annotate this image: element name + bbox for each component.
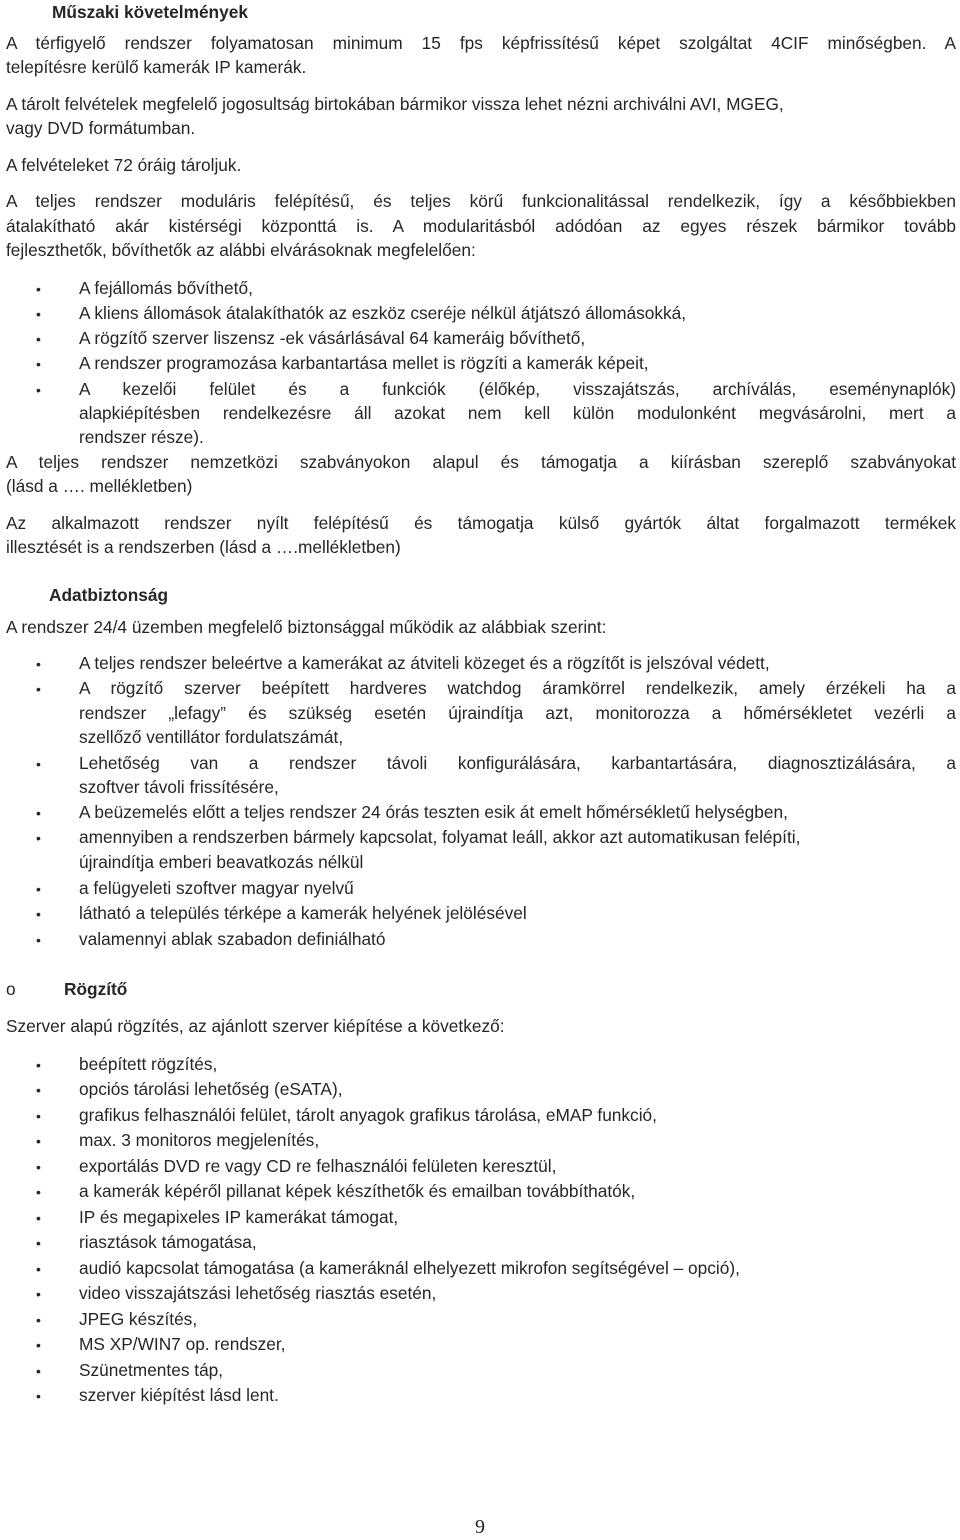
bullet-icon: •: [36, 1082, 41, 1098]
list-item-continuation: rendszer „lefagy” és szükség esetén újraindítja azt, monitorozza a hőmérsékletet vezérli a: [79, 703, 956, 723]
paragraph-line: A tárolt felvételek megfelelő jogosultság birtokában bármikor vissza lehet nézni archiválni AVI, MGEG,: [6, 94, 784, 114]
bullet-icon: •: [36, 681, 41, 697]
list-item: Lehetőség van a rendszer távoli konfigurálására, karbantartására, diagnosztizálására, a: [79, 753, 956, 773]
list-item-continuation: rendszer része).: [79, 427, 204, 447]
list-item: A beüzemelés előtt a teljes rendszer 24 órás teszten esik át emelt hőmérsékletű helységben,: [79, 802, 788, 822]
bullet-icon: •: [36, 1133, 41, 1149]
list-item: A rögzítő szerver beépített hardveres watchdog áramkörrel rendelkezik, amely érzékeli ha a: [79, 678, 956, 698]
paragraph-line: vagy DVD formátumban.: [6, 118, 196, 138]
list-item: látható a település térképe a kamerák helyének jelölésével: [79, 903, 527, 923]
list-item: amennyiben a rendszerben bármely kapcsolat, folyamat leáll, akkor azt automatikusan felépíti,: [79, 827, 801, 847]
list-item: A kliens állomások átalakíthatók az eszköz cseréje nélkül átjátszó állomásokká,: [79, 303, 687, 323]
bullet-icon: •: [36, 932, 41, 948]
paragraph-line: A teljes rendszer nemzetközi szabványokon alapul és támogatja a kiírásban szereplő szabványokat: [6, 452, 956, 472]
list-item: valamennyi ablak szabadon definiálható: [79, 929, 386, 949]
paragraph-line: átalakítható akár kistérségi központtá is. A modularitásból adódóan az egyes részek bármikor tovább: [6, 216, 956, 236]
bullet-icon: •: [36, 1108, 41, 1124]
paragraph-line: Az alkalmazott rendszer nyílt felépítésű és támogatja külső gyártók áltat forgalmazott termékek: [6, 513, 956, 533]
paragraph-line: Szerver alapú rögzítés, az ajánlott szerver kiépítése a következő:: [6, 1016, 505, 1036]
bullet-icon: •: [36, 1312, 41, 1328]
bullet-icon: •: [36, 1159, 41, 1175]
list-item: JPEG készítés,: [79, 1309, 198, 1329]
list-item: exportálás DVD re vagy CD re felhasználói felületen keresztül,: [79, 1156, 557, 1176]
bullet-icon: •: [36, 1261, 41, 1277]
bullet-icon: •: [36, 1235, 41, 1251]
paragraph-line: A térfigyelő rendszer folyamatosan minimum 15 fps képfrissítésű képet szolgáltat 4CIF minőségben. A: [6, 33, 956, 53]
list-item: IP és megapixeles IP kamerákat támogat,: [79, 1207, 399, 1227]
list-item: opciós tárolási lehetőség (eSATA),: [79, 1079, 343, 1099]
paragraph-line: A rendszer 24/4 üzemben megfelelő biztonsággal működik az alábbiak szerint:: [6, 617, 607, 637]
list-item: A rögzítő szerver liszensz -ek vásárlásával 64 kameráig bővíthető,: [79, 328, 586, 348]
circle-bullet-icon: o: [6, 979, 16, 999]
paragraph-line: fejleszthetők, bővíthetők az alábbi elvárásoknak megfelelően:: [6, 240, 476, 260]
list-item: max. 3 monitoros megjelenítés,: [79, 1130, 320, 1150]
list-item: grafikus felhasználói felület, tárolt anyagok grafikus tárolása, eMAP funkció,: [79, 1105, 657, 1125]
bullet-icon: •: [36, 1057, 41, 1073]
list-item: A kezelői felület és a funkciók (élőkép, visszajátszás, archíválás, eseménynaplók): [79, 379, 956, 399]
list-item: riasztások támogatása,: [79, 1232, 257, 1252]
bullet-icon: •: [36, 756, 41, 772]
section-heading-rogzito: Rögzítő: [64, 979, 128, 999]
list-item: MS XP/WIN7 op. rendszer,: [79, 1334, 286, 1354]
bullet-icon: •: [36, 1337, 41, 1353]
bullet-icon: •: [36, 1210, 41, 1226]
list-item-continuation: szellőző ventillátor fordulatszámát,: [79, 727, 344, 747]
paragraph-line: (lásd a …. mellékletben): [6, 476, 193, 496]
list-item: beépített rögzítés,: [79, 1054, 218, 1074]
bullet-icon: •: [36, 906, 41, 922]
bullet-icon: •: [36, 331, 41, 347]
list-item-continuation: szoftver távoli frissítésére,: [79, 777, 279, 797]
bullet-icon: •: [36, 1388, 41, 1404]
bullet-icon: •: [36, 805, 41, 821]
list-item: a kamerák képéről pillanat képek készíthetők és emailban továbbíthatók,: [79, 1181, 636, 1201]
bullet-icon: •: [36, 281, 41, 297]
list-item: Szünetmentes táp,: [79, 1360, 224, 1380]
section-heading-adatbiztonsag: Adatbiztonság: [49, 585, 169, 605]
list-item-continuation: újraindítja emberi beavatkozás nélkül: [79, 852, 364, 872]
bullet-icon: •: [36, 881, 41, 897]
paragraph-line: illesztését is a rendszerben (lásd a ….mellékletben): [6, 537, 401, 557]
page-number: 9: [475, 1516, 485, 1538]
paragraph-line: A teljes rendszer moduláris felépítésű, és teljes körű funkcionalitással rendelkezik, így a későbbiekben: [6, 191, 956, 211]
list-item: A fejállomás bővíthető,: [79, 278, 253, 298]
list-item: video visszajátszási lehetőség riasztás esetén,: [79, 1283, 437, 1303]
list-item: A rendszer programozása karbantartása mellet is rögzíti a kamerák képeit,: [79, 353, 649, 373]
bullet-icon: •: [36, 830, 41, 846]
list-item: A teljes rendszer beleértve a kamerákat az átviteli közeget és a rögzítőt is jelszóval védett,: [79, 653, 770, 673]
bullet-icon: •: [36, 1286, 41, 1302]
list-item: a felügyeleti szoftver magyar nyelvű: [79, 878, 354, 898]
bullet-icon: •: [36, 356, 41, 372]
bullet-icon: •: [36, 306, 41, 322]
list-item-continuation: alapkiépítésben rendelkezésre áll azokat nem kell külön modulonként megvásárolni, mert a: [79, 403, 956, 423]
paragraph-line: A felvételeket 72 óráig tároljuk.: [6, 155, 242, 175]
bullet-icon: •: [36, 656, 41, 672]
section-heading-muszaki: Műszaki követelmények: [52, 2, 248, 22]
paragraph-line: telepítésre kerülő kamerák IP kamerák.: [6, 57, 307, 77]
bullet-icon: •: [36, 1363, 41, 1379]
list-item: szerver kiépítést lásd lent.: [79, 1385, 279, 1405]
list-item: audió kapcsolat támogatása (a kameráknál elhelyezett mikrofon segítségével – opció),: [79, 1258, 740, 1278]
bullet-icon: •: [36, 1184, 41, 1200]
bullet-icon: •: [36, 382, 41, 398]
